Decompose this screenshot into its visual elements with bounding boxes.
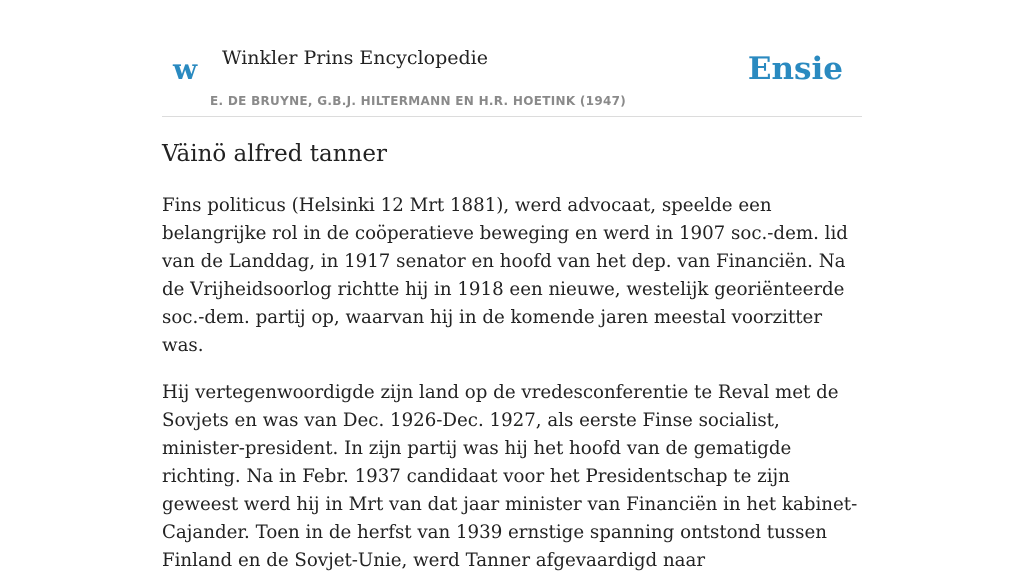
source-title: Winkler Prins Encyclopedie (222, 47, 488, 69)
winkler-prins-logo: w (173, 53, 198, 86)
article-paragraph: Hij vertegenwoordigde zijn land op de vredesconferentie te Reval met de Sovjets en was van Dec. 1926-Dec. 1927, als eerste Finse socialist, minister-president. In zijn partij was hij het hoofd van de gematigde richting. Na in Febr. 1937 candidaat voor het Presidentschap te zijn geweest werd hij in Mrt van dat jaar minister van Financiën in het kabinet-Cajander. Toen in de herfst van 1939 ernstige spanning ontstond tussen Finland en de Sovjet-Unie, werd Tanner afgevaardigd naar (162, 382, 858, 571)
source-authors: E. DE BRUYNE, G.B.J. HILTERMANN EN H.R. HOETINK (1947) (210, 94, 627, 108)
page-header (162, 0, 862, 117)
ensie-logo-link[interactable]: Ensie (747, 51, 843, 87)
article-paragraph: Fins politicus (Helsinki 12 Mrt 1881), werd advocaat, speelde een belangrijke rol in de coöperatieve beweging en werd in 1907 soc.-dem. lid van de Landdag, in 1917 senator en hoofd van het dep. van Financiën. Na de Vrijheidsoorlog richtte hij in 1918 een nieuwe, westelijk georiënteerde soc.-dem. partij op, waarvan hij in de komende jaren meestal voorzitter was. (162, 195, 848, 356)
article (162, 136, 862, 575)
article-title: Väinö alfred tanner (162, 141, 387, 167)
